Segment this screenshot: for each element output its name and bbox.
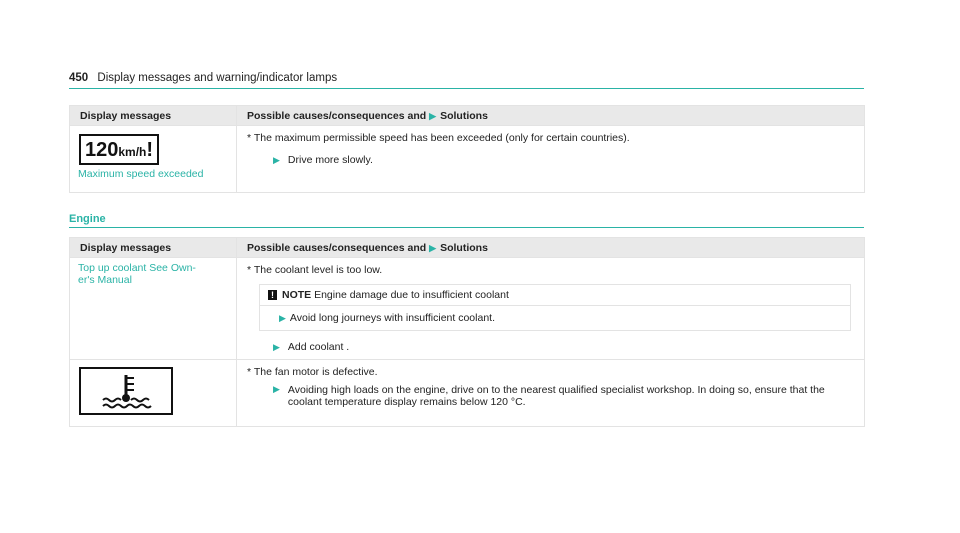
fan-causes-cell xyxy=(237,360,865,427)
cause-text: * The fan motor is defective. xyxy=(247,366,378,378)
max-speed-message: Maximum speed exceeded xyxy=(78,168,204,180)
speed-limit-icon: 120km/h! xyxy=(79,134,159,165)
col-display-messages: Display messages xyxy=(70,238,237,258)
play-triangle-icon: ▶ xyxy=(279,313,286,323)
page-header xyxy=(69,72,864,89)
cause-text: * The maximum permissible speed has been exceeded (only for certain countries). xyxy=(247,132,630,144)
action-item: ▶ Avoiding high loads on the engine, drive on to the nearest qualified specialist workshop. In doing so, ensure that the coolant temperature display remains below 120 °C. xyxy=(273,384,825,408)
page-title: Display messages and warning/indicator lamps xyxy=(97,72,338,84)
coolant-causes-cell xyxy=(237,258,865,360)
cause-text: * The coolant level is too low. xyxy=(247,264,383,276)
speed-table xyxy=(69,105,865,193)
coolant-message-cell xyxy=(70,258,237,360)
engine-table xyxy=(69,237,865,427)
coolant-temperature-icon xyxy=(79,367,173,415)
warning-icon: ! xyxy=(268,290,277,300)
note-label: NOTE xyxy=(282,289,312,301)
note-text: Engine damage due to insufficient coolant xyxy=(314,289,509,301)
page-number: 450 xyxy=(69,72,89,84)
col-display-messages: Display messages xyxy=(70,106,237,126)
play-triangle-icon: ▶ xyxy=(273,384,280,394)
action-item: ▶ Drive more slowly. xyxy=(273,154,373,166)
play-triangle-icon: ▶ xyxy=(429,111,437,121)
play-triangle-icon: ▶ xyxy=(273,342,280,352)
note-action: ▶ Avoid long journeys with insufficient coolant. xyxy=(279,312,495,324)
section-title: Engine xyxy=(69,213,864,228)
play-triangle-icon: ▶ xyxy=(429,243,437,253)
coolant-temp-cell xyxy=(70,360,237,427)
play-triangle-icon: ▶ xyxy=(273,155,280,165)
coolant-message: Top up coolant See Own- er's Manual xyxy=(78,262,196,286)
note-box xyxy=(259,284,851,331)
speed-causes-cell xyxy=(237,126,865,193)
col-causes: Possible causes/consequences and ▶ Solutions xyxy=(237,238,865,258)
speed-display-cell xyxy=(70,126,237,193)
col-causes: Possible causes/consequences and ▶ Solutions xyxy=(237,106,865,126)
action-item: ▶ Add coolant . xyxy=(273,341,350,353)
